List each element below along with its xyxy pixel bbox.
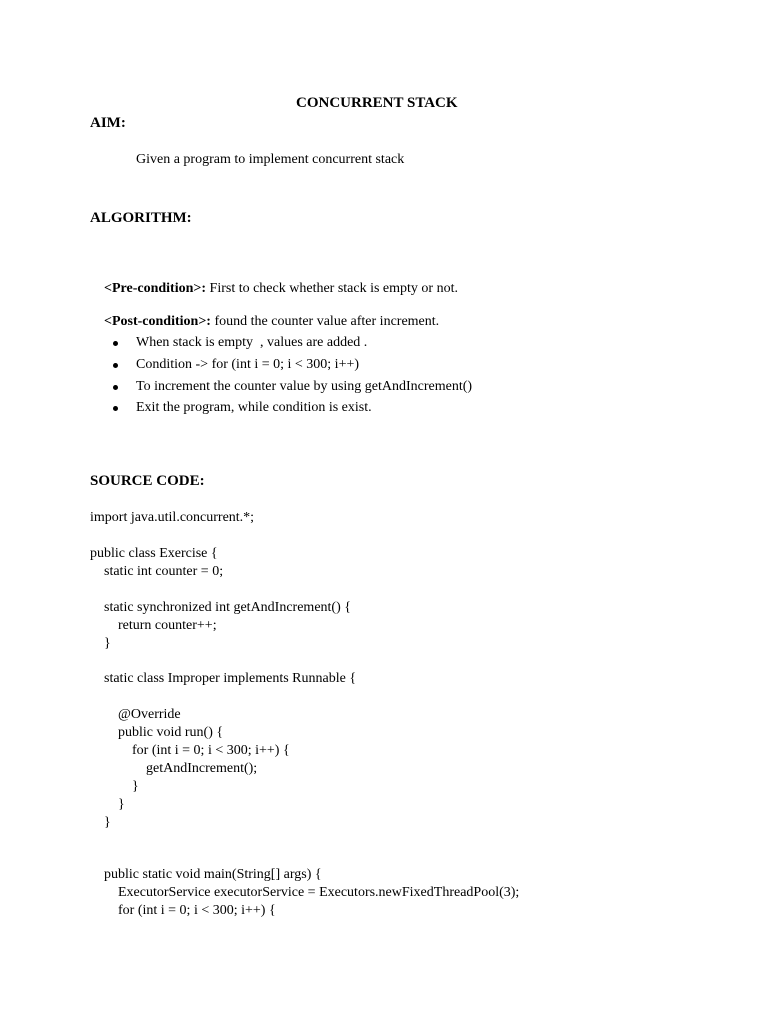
code-line: import java.util.concurrent.*;: [90, 510, 255, 525]
pre-condition-text: First to check whether stack is empty or not.: [206, 281, 458, 296]
code-line: }: [90, 636, 111, 651]
bullet-icon: [113, 363, 118, 368]
code-line: getAndIncrement();: [90, 761, 258, 776]
aim-heading: AIM:: [90, 115, 126, 131]
code-line: static int counter = 0;: [90, 564, 224, 579]
code-line: ExecutorService executorService = Executors.newFixedThreadPool(3);: [90, 885, 520, 900]
bullet-item: Exit the program, while condition is exist.: [136, 400, 372, 415]
code-line: }: [90, 815, 111, 830]
code-line: static class Improper implements Runnable {: [90, 671, 357, 686]
bullet-icon: [113, 385, 118, 390]
post-condition-label: <Post-condition>:: [104, 314, 211, 329]
code-line: @Override: [90, 707, 181, 722]
code-line: for (int i = 0; i < 300; i++) {: [90, 743, 290, 758]
code-line: return counter++;: [90, 618, 217, 633]
code-line: static synchronized int getAndIncrement() {: [90, 600, 351, 615]
bullet-item: Condition -> for (int i = 0; i < 300; i++): [136, 357, 360, 372]
code-line: for (int i = 0; i < 300; i++) {: [90, 903, 276, 918]
bullet-item: When stack is empty , values are added .: [136, 335, 368, 350]
aim-text: Given a program to implement concurrent stack: [136, 152, 405, 167]
source-code-heading: SOURCE CODE:: [90, 473, 205, 489]
code-line: }: [90, 797, 125, 812]
code-line: public class Exercise {: [90, 546, 218, 561]
pre-condition-label: <Pre-condition>:: [104, 281, 207, 296]
document-title: CONCURRENT STACK: [296, 95, 458, 111]
bullet-icon: [113, 406, 118, 411]
algorithm-heading: ALGORITHM:: [90, 210, 192, 226]
code-line: public void run() {: [90, 725, 224, 740]
code-line: public static void main(String[] args) {: [90, 867, 322, 882]
code-line: }: [90, 779, 139, 794]
bullet-item: To increment the counter value by using getAndIncrement(): [136, 379, 473, 394]
post-condition-text: found the counter value after increment.: [210, 314, 440, 329]
bullet-icon: [113, 341, 118, 346]
